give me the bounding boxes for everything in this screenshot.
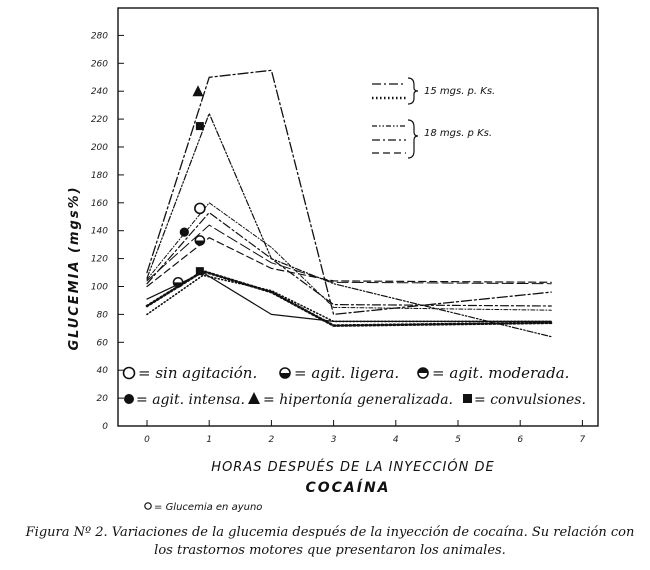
- y-tick-label: 280: [90, 31, 108, 42]
- x-tick-label: 1: [206, 435, 213, 445]
- legend-convulsiones: [463, 392, 586, 408]
- legend-convulsiones-label: = convulsiones.: [474, 392, 586, 408]
- dose-legend-18-brace: [408, 120, 418, 158]
- y-tick-label: 160: [90, 198, 108, 209]
- y-tick-label: 40: [96, 366, 108, 377]
- y-tick-label: 200: [90, 143, 108, 153]
- x-tick-label: 5: [455, 435, 461, 445]
- legend-agit-moderada: [418, 364, 569, 382]
- dose-legend-15-brace: [408, 78, 418, 104]
- y-tick-label: 180: [90, 170, 108, 181]
- x-tick-label: 0: [144, 435, 150, 445]
- legend-agit-ligera-label: = agit. ligera.: [294, 364, 400, 382]
- y-tick-label: 100: [90, 282, 108, 293]
- legend-sin-agitacion-label: = sin agitación.: [138, 364, 258, 382]
- dose-legend: [372, 78, 495, 158]
- filled-circle-icon: [124, 394, 134, 404]
- fasting-note: [145, 502, 263, 513]
- y-axis-label: GLUCEMIA (mgs%): [67, 185, 82, 351]
- y-tick-label: 120: [90, 254, 108, 265]
- y-tick-label: 60: [96, 338, 108, 349]
- x-tick-label: 6: [517, 435, 524, 445]
- marker-square: [196, 267, 204, 275]
- caption-text: Variaciones de la glucemia después de la inyección de cocaína. Su relación con los trastornos motores que presentaron los animales.: [111, 525, 635, 558]
- dose-legend-18-label: 18 mgs. p Ks.: [424, 128, 493, 139]
- marker-triangle: [193, 85, 204, 96]
- fasting-note-label: = Glucemia en ayuno: [154, 502, 263, 513]
- series-line-1: [147, 273, 551, 322]
- marker-open-circle: [195, 203, 205, 213]
- x-tick-label: 7: [579, 435, 586, 445]
- y-tick-label: 80: [96, 310, 108, 321]
- legend-hipertonia-label: = hipertonía generalizada.: [263, 392, 453, 408]
- series-line-2: [147, 271, 551, 325]
- marker-half-circle: [174, 278, 183, 287]
- marker-filled-circle: [180, 227, 189, 236]
- x-tick-label: 4: [392, 435, 399, 445]
- y-tick-label: 240: [90, 87, 108, 98]
- data-markers: [174, 85, 205, 287]
- y-tick-label: 220: [90, 115, 108, 126]
- legend-agit-intensa: [124, 392, 245, 408]
- series-line-9: [147, 70, 551, 314]
- series-line-6: [147, 238, 551, 287]
- legend-agit-intensa-label: = agit. intensa.: [136, 392, 245, 408]
- series-lines: [147, 70, 551, 336]
- open-circle-icon: [124, 368, 135, 379]
- x-axis-ticks: [144, 420, 585, 445]
- legend-agit-ligera: [280, 364, 399, 382]
- x-tick-label: 2: [268, 435, 275, 445]
- x-tick-label: 3: [330, 435, 337, 445]
- y-axis-ticks: [91, 31, 124, 432]
- legend-agit-moderada-label: = agit. moderada.: [432, 364, 570, 382]
- marker-square: [196, 122, 204, 130]
- y-tick-label: 0: [102, 422, 108, 432]
- symbol-legend: [124, 364, 586, 408]
- open-circle-icon: [145, 503, 151, 509]
- x-axis-label-line1: HORAS DESPUÉS DE LA INYECCIÓN DE: [211, 460, 495, 475]
- legend-hipertonia: [248, 392, 453, 408]
- series-line-4: [147, 203, 551, 310]
- dose-legend-18: [372, 120, 492, 158]
- y-tick-label: 260: [90, 59, 108, 70]
- legend-sin-agitacion: [124, 364, 258, 382]
- dose-legend-15-label: 15 mgs. p. Ks.: [424, 86, 496, 97]
- y-tick-label: 20: [96, 394, 108, 405]
- marker-half-circle: [195, 236, 204, 245]
- series-line-8: [147, 114, 551, 337]
- y-tick-label: 140: [90, 226, 108, 237]
- figure-caption: [20, 524, 640, 560]
- dose-legend-15: [372, 78, 495, 104]
- triangle-icon: [248, 392, 260, 404]
- x-axis-label-line2: COCAÍNA: [305, 480, 391, 496]
- caption-prefix: Figura Nº 2.: [25, 525, 108, 540]
- square-icon: [463, 394, 472, 403]
